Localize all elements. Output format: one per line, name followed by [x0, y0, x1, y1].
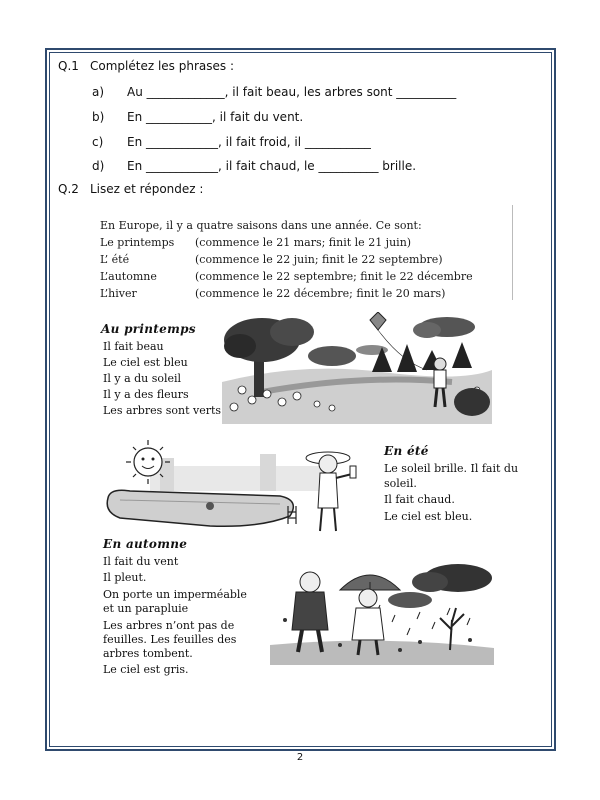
summer-illustration [100, 436, 378, 536]
q1-item-c-text: En ____________, il fait froid, il ___________ [127, 135, 371, 149]
q1-item-d-letter: d) [92, 159, 105, 173]
automne-line-4: et un parapluie [103, 602, 189, 615]
automne-line-5: Les arbres n’ont pas de [103, 619, 235, 632]
automne-line-3: On porte un imperméable [103, 588, 247, 601]
printemps-line-1: Il fait beau [103, 340, 164, 353]
season-name-1: Le printemps [100, 236, 175, 249]
printemps-heading: Au printemps [101, 322, 196, 336]
q1-item-a-text: Au _____________, il fait beau, les arbres sont __________ [127, 85, 457, 99]
printemps-line-5: Les arbres sont verts [103, 404, 222, 417]
q2-intro: En Europe, il y a quatre saisons dans une année. Ce sont: [100, 219, 422, 232]
automne-line-7: arbres tombent. [103, 647, 193, 660]
q1-item-d-text: En ____________, il fait chaud, le __________ brille. [127, 159, 417, 173]
automne-line-1: Il fait du vent [103, 555, 179, 568]
page-number: 2 [296, 752, 304, 763]
automne-heading: En automne [103, 537, 188, 551]
q1-title: Complétez les phrases : [90, 59, 234, 73]
printemps-line-4: Il y a des fleurs [103, 388, 189, 401]
season-name-4: L’hiver [100, 287, 137, 300]
autumn-illustration [270, 560, 494, 665]
ete-line-2: soleil. [384, 477, 417, 490]
q2-title: Lisez et répondez : [90, 182, 204, 196]
q1-item-b-text: En ___________, il fait du vent. [127, 110, 304, 124]
automne-line-2: Il pleut. [103, 571, 147, 584]
ete-line-4: Le ciel est bleu. [384, 510, 473, 523]
scan-edge-line [512, 205, 513, 300]
automne-line-6: feuilles. Les feuilles des [103, 633, 237, 646]
ete-line-1: Le soleil brille. Il fait du [384, 462, 519, 475]
season-name-2: L’ été [100, 253, 130, 266]
season-name-3: L’automne [100, 270, 157, 283]
season-dates-3: (commence le 22 septembre; finit le 22 décembre [195, 270, 473, 283]
automne-line-8: Le ciel est gris. [103, 663, 189, 676]
q1-item-b-letter: b) [92, 110, 105, 124]
season-dates-4: (commence le 22 décembre; finit le 20 mars) [195, 287, 446, 300]
q1-item-a-letter: a) [92, 85, 105, 99]
ete-heading: En été [384, 444, 429, 458]
q1-item-c-letter: c) [92, 135, 104, 149]
printemps-line-3: Il y a du soleil [103, 372, 182, 385]
season-dates-2: (commence le 22 juin; finit le 22 septembre) [195, 253, 443, 266]
season-dates-1: (commence le 21 mars; finit le 21 juin) [195, 236, 412, 249]
printemps-line-2: Le ciel est bleu [103, 356, 188, 369]
spring-illustration [222, 312, 492, 424]
q2-number: Q.2 [58, 182, 79, 196]
ete-line-3: Il fait chaud. [384, 493, 455, 506]
q1-number: Q.1 [58, 59, 79, 73]
